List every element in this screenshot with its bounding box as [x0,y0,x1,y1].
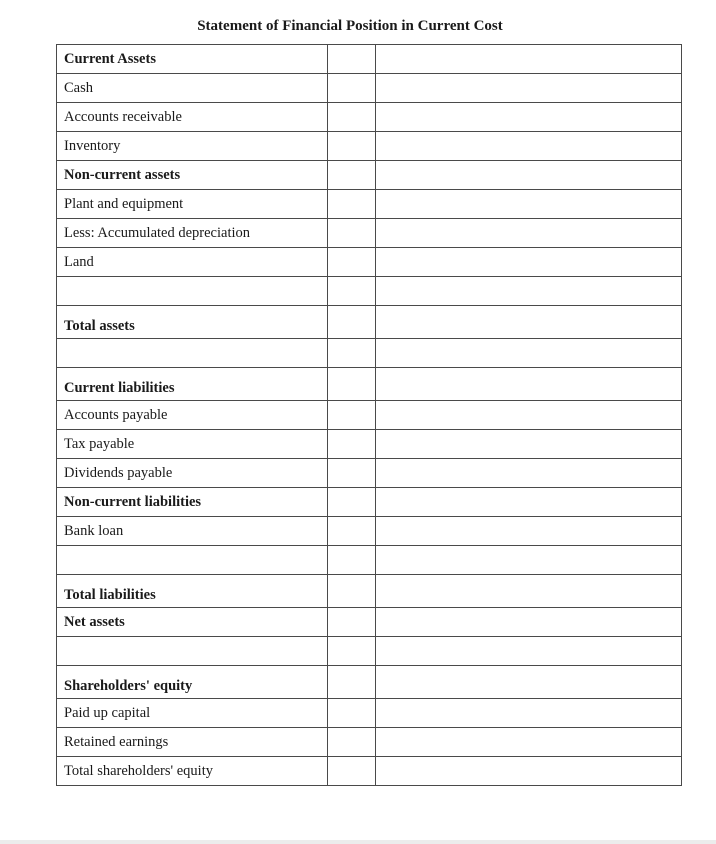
narrow-value-cell[interactable] [328,637,376,666]
amount-value-cell[interactable] [376,666,682,699]
table-row [57,45,682,74]
table-row [57,306,682,339]
table-row [57,757,682,786]
row-label-cell: Inventory [57,132,328,161]
table-row [57,339,682,368]
amount-value-cell[interactable] [376,401,682,430]
table-row [57,219,682,248]
table-row [57,608,682,637]
row-label-cell: Retained earnings [57,728,328,757]
row-label-cell [57,339,328,368]
row-label-cell [57,637,328,666]
amount-value-cell[interactable] [376,517,682,546]
table-row [57,575,682,608]
amount-value-cell[interactable] [376,306,682,339]
amount-value-cell[interactable] [376,546,682,575]
amount-value-cell[interactable] [376,637,682,666]
narrow-value-cell[interactable] [328,161,376,190]
narrow-value-cell[interactable] [328,306,376,339]
amount-value-cell[interactable] [376,132,682,161]
table-row [57,161,682,190]
table-row [57,430,682,459]
row-label-cell: Current liabilities [57,368,328,401]
page-title: Statement of Financial Position in Current Cost [197,18,503,34]
table-row [57,728,682,757]
table-row [57,488,682,517]
narrow-value-cell[interactable] [328,699,376,728]
row-label-cell [57,277,328,306]
narrow-value-cell[interactable] [328,575,376,608]
amount-value-cell[interactable] [376,575,682,608]
row-label-cell: Tax payable [57,430,328,459]
narrow-value-cell[interactable] [328,132,376,161]
narrow-value-cell[interactable] [328,45,376,74]
row-label-cell: Non-current liabilities [57,488,328,517]
row-label-cell: Shareholders' equity [57,666,328,699]
row-label-cell: Total assets [57,306,328,339]
narrow-value-cell[interactable] [328,728,376,757]
table-row [57,74,682,103]
amount-value-cell[interactable] [376,190,682,219]
narrow-value-cell[interactable] [328,339,376,368]
table-row [57,459,682,488]
narrow-value-cell[interactable] [328,74,376,103]
amount-value-cell[interactable] [376,161,682,190]
amount-value-cell[interactable] [376,103,682,132]
narrow-value-cell[interactable] [328,277,376,306]
table-row [57,132,682,161]
page-bottom-divider [0,840,716,844]
row-label-cell: Accounts payable [57,401,328,430]
amount-value-cell[interactable] [376,219,682,248]
narrow-value-cell[interactable] [328,546,376,575]
row-label-cell: Current Assets [57,45,328,74]
narrow-value-cell[interactable] [328,430,376,459]
row-label-cell [57,546,328,575]
table-body [57,45,682,786]
amount-value-cell[interactable] [376,699,682,728]
narrow-value-cell[interactable] [328,368,376,401]
row-label-cell: Cash [57,74,328,103]
table-row [57,190,682,219]
table-row [57,637,682,666]
financial-position-table [56,44,682,786]
table-row [57,103,682,132]
row-label-cell: Non-current assets [57,161,328,190]
row-label-cell: Paid up capital [57,699,328,728]
table-row [57,666,682,699]
narrow-value-cell[interactable] [328,517,376,546]
amount-value-cell[interactable] [376,757,682,786]
narrow-value-cell[interactable] [328,459,376,488]
narrow-value-cell[interactable] [328,757,376,786]
table-row [57,546,682,575]
narrow-value-cell[interactable] [328,190,376,219]
amount-value-cell[interactable] [376,248,682,277]
narrow-value-cell[interactable] [328,219,376,248]
row-label-cell: Total shareholders' equity [57,757,328,786]
amount-value-cell[interactable] [376,608,682,637]
row-label-cell: Dividends payable [57,459,328,488]
amount-value-cell[interactable] [376,45,682,74]
amount-value-cell[interactable] [376,368,682,401]
narrow-value-cell[interactable] [328,248,376,277]
table-row [57,699,682,728]
amount-value-cell[interactable] [376,277,682,306]
table-row [57,517,682,546]
row-label-cell: Plant and equipment [57,190,328,219]
row-label-cell: Net assets [57,608,328,637]
row-label-cell: Total liabilities [57,575,328,608]
table-row [57,277,682,306]
amount-value-cell[interactable] [376,488,682,517]
amount-value-cell[interactable] [376,728,682,757]
row-label-cell: Accounts receivable [57,103,328,132]
narrow-value-cell[interactable] [328,666,376,699]
narrow-value-cell[interactable] [328,608,376,637]
amount-value-cell[interactable] [376,430,682,459]
row-label-cell: Land [57,248,328,277]
amount-value-cell[interactable] [376,459,682,488]
table-row [57,248,682,277]
table-row [57,401,682,430]
narrow-value-cell[interactable] [328,103,376,132]
table-row [57,368,682,401]
amount-value-cell[interactable] [376,339,682,368]
amount-value-cell[interactable] [376,74,682,103]
narrow-value-cell[interactable] [328,401,376,430]
row-label-cell: Bank loan [57,517,328,546]
row-label-cell: Less: Accumulated depreciation [57,219,328,248]
narrow-value-cell[interactable] [328,488,376,517]
